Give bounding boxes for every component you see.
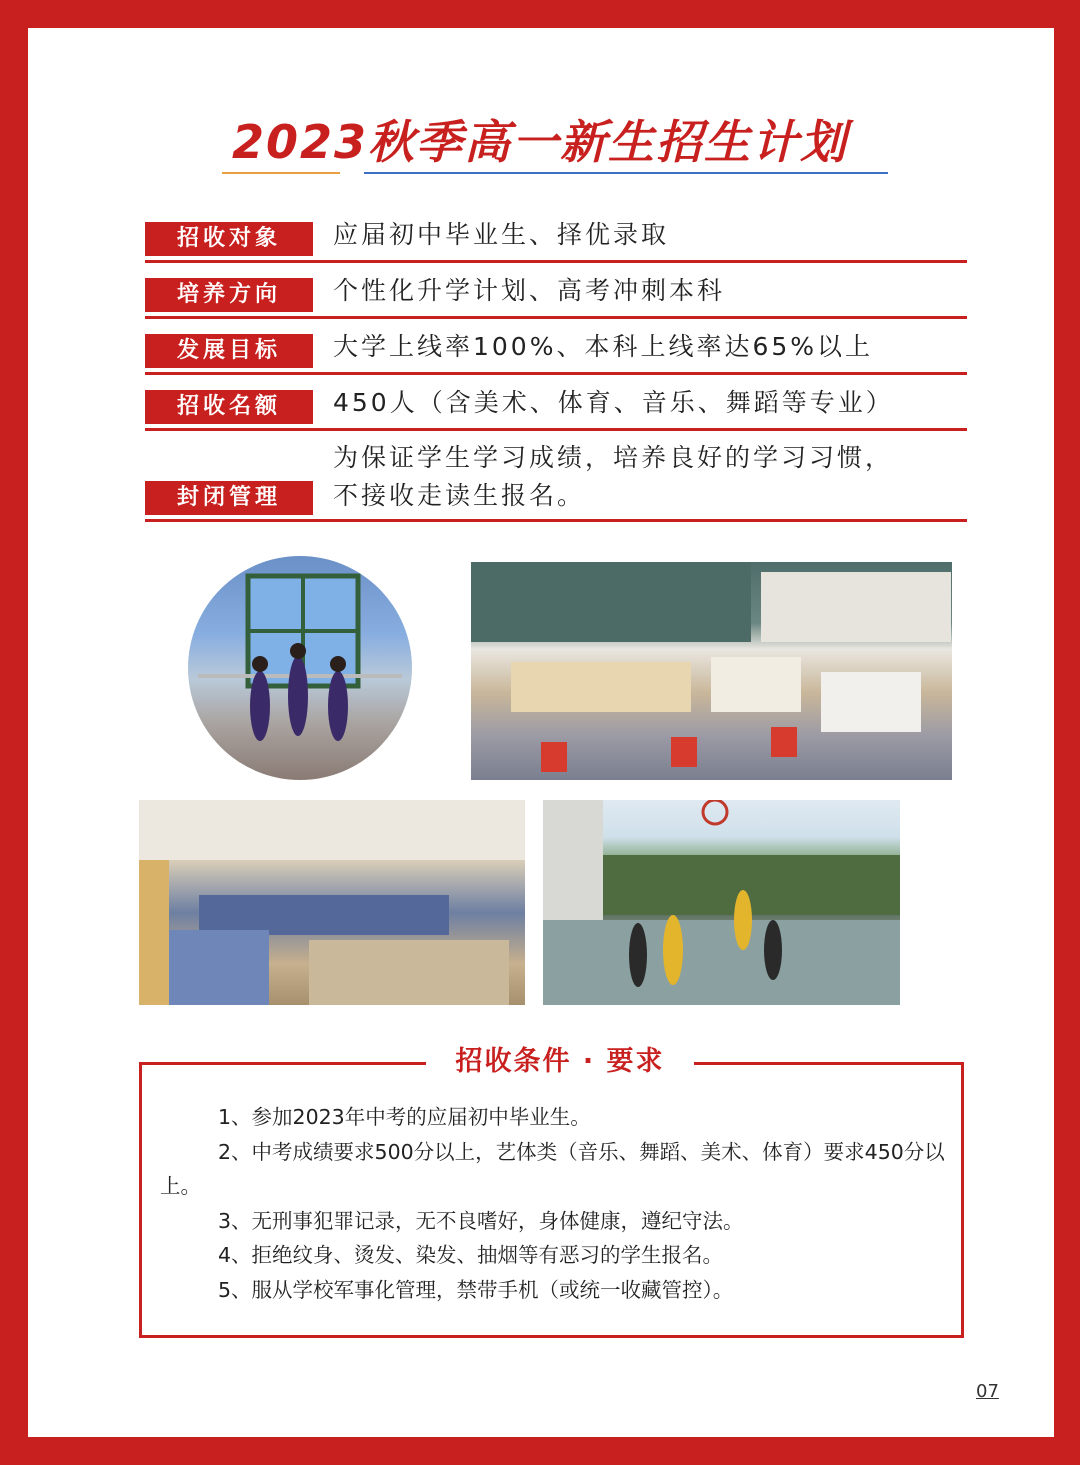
info-row-direction	[145, 263, 967, 319]
info-row-quota	[145, 375, 967, 431]
requirement-item: 1、参加2023年中考的应届初中毕业生。	[218, 1105, 591, 1129]
info-row-closed-management	[145, 431, 967, 522]
title-underline-left	[222, 172, 340, 174]
dance-photo-graphic	[188, 556, 412, 780]
info-value: 大学上线率100%、本科上线率达65%以上	[333, 332, 874, 361]
info-label: 招收对象	[145, 222, 313, 256]
info-value: 应届初中毕业生、择优录取	[333, 220, 670, 249]
info-label: 招收名额	[145, 390, 313, 424]
info-label: 培养方向	[145, 278, 313, 312]
basketball-photo-graphic	[543, 800, 900, 1005]
info-value-line: 为保证学生学习成绩，培养良好的学习习惯，	[333, 443, 894, 472]
requirement-item: 5、服从学校军事化管理，禁带手机（或统一收藏管控）。	[218, 1277, 734, 1302]
info-label: 封闭管理	[145, 481, 313, 515]
info-value	[333, 439, 893, 515]
requirements-title-wrap	[426, 1042, 694, 1082]
info-label: 发展目标	[145, 334, 313, 368]
requirement-item: 3、无刑事犯罪记录，无不良嗜好，身体健康，遵纪守法。	[218, 1208, 744, 1233]
art-class-photo	[471, 562, 952, 780]
basketball-game-photo	[543, 800, 900, 1005]
page-number: 07	[976, 1381, 999, 1402]
classroom-reading-photo	[139, 800, 525, 1005]
title-underline-right	[364, 172, 888, 174]
enrollment-info-table	[145, 210, 967, 522]
page-title: 2023秋季高一新生招生计划	[231, 115, 849, 169]
info-row-target	[145, 210, 967, 263]
info-value: 个性化升学计划、高考冲刺本科	[333, 276, 726, 305]
requirement-item: 4、拒绝纹身、烫发、染发、抽烟等有恶习的学生报名。	[218, 1243, 724, 1267]
requirement-item: 2、中考成绩要求500分以上，艺体类（音乐、舞蹈、美术、体育）要求450分以上。	[160, 1139, 945, 1198]
requirements-title: 招收条件 · 要求	[455, 1046, 665, 1077]
info-value: 450人（含美术、体育、音乐、舞蹈等专业）	[333, 388, 894, 417]
info-row-goal	[145, 319, 967, 375]
info-value-line: 不接收走读生报名。	[333, 481, 586, 510]
art-photo-graphic	[471, 562, 952, 780]
dance-practice-photo	[188, 556, 412, 780]
classroom-photo-graphic	[139, 800, 525, 1005]
requirements-list	[160, 1100, 950, 1307]
